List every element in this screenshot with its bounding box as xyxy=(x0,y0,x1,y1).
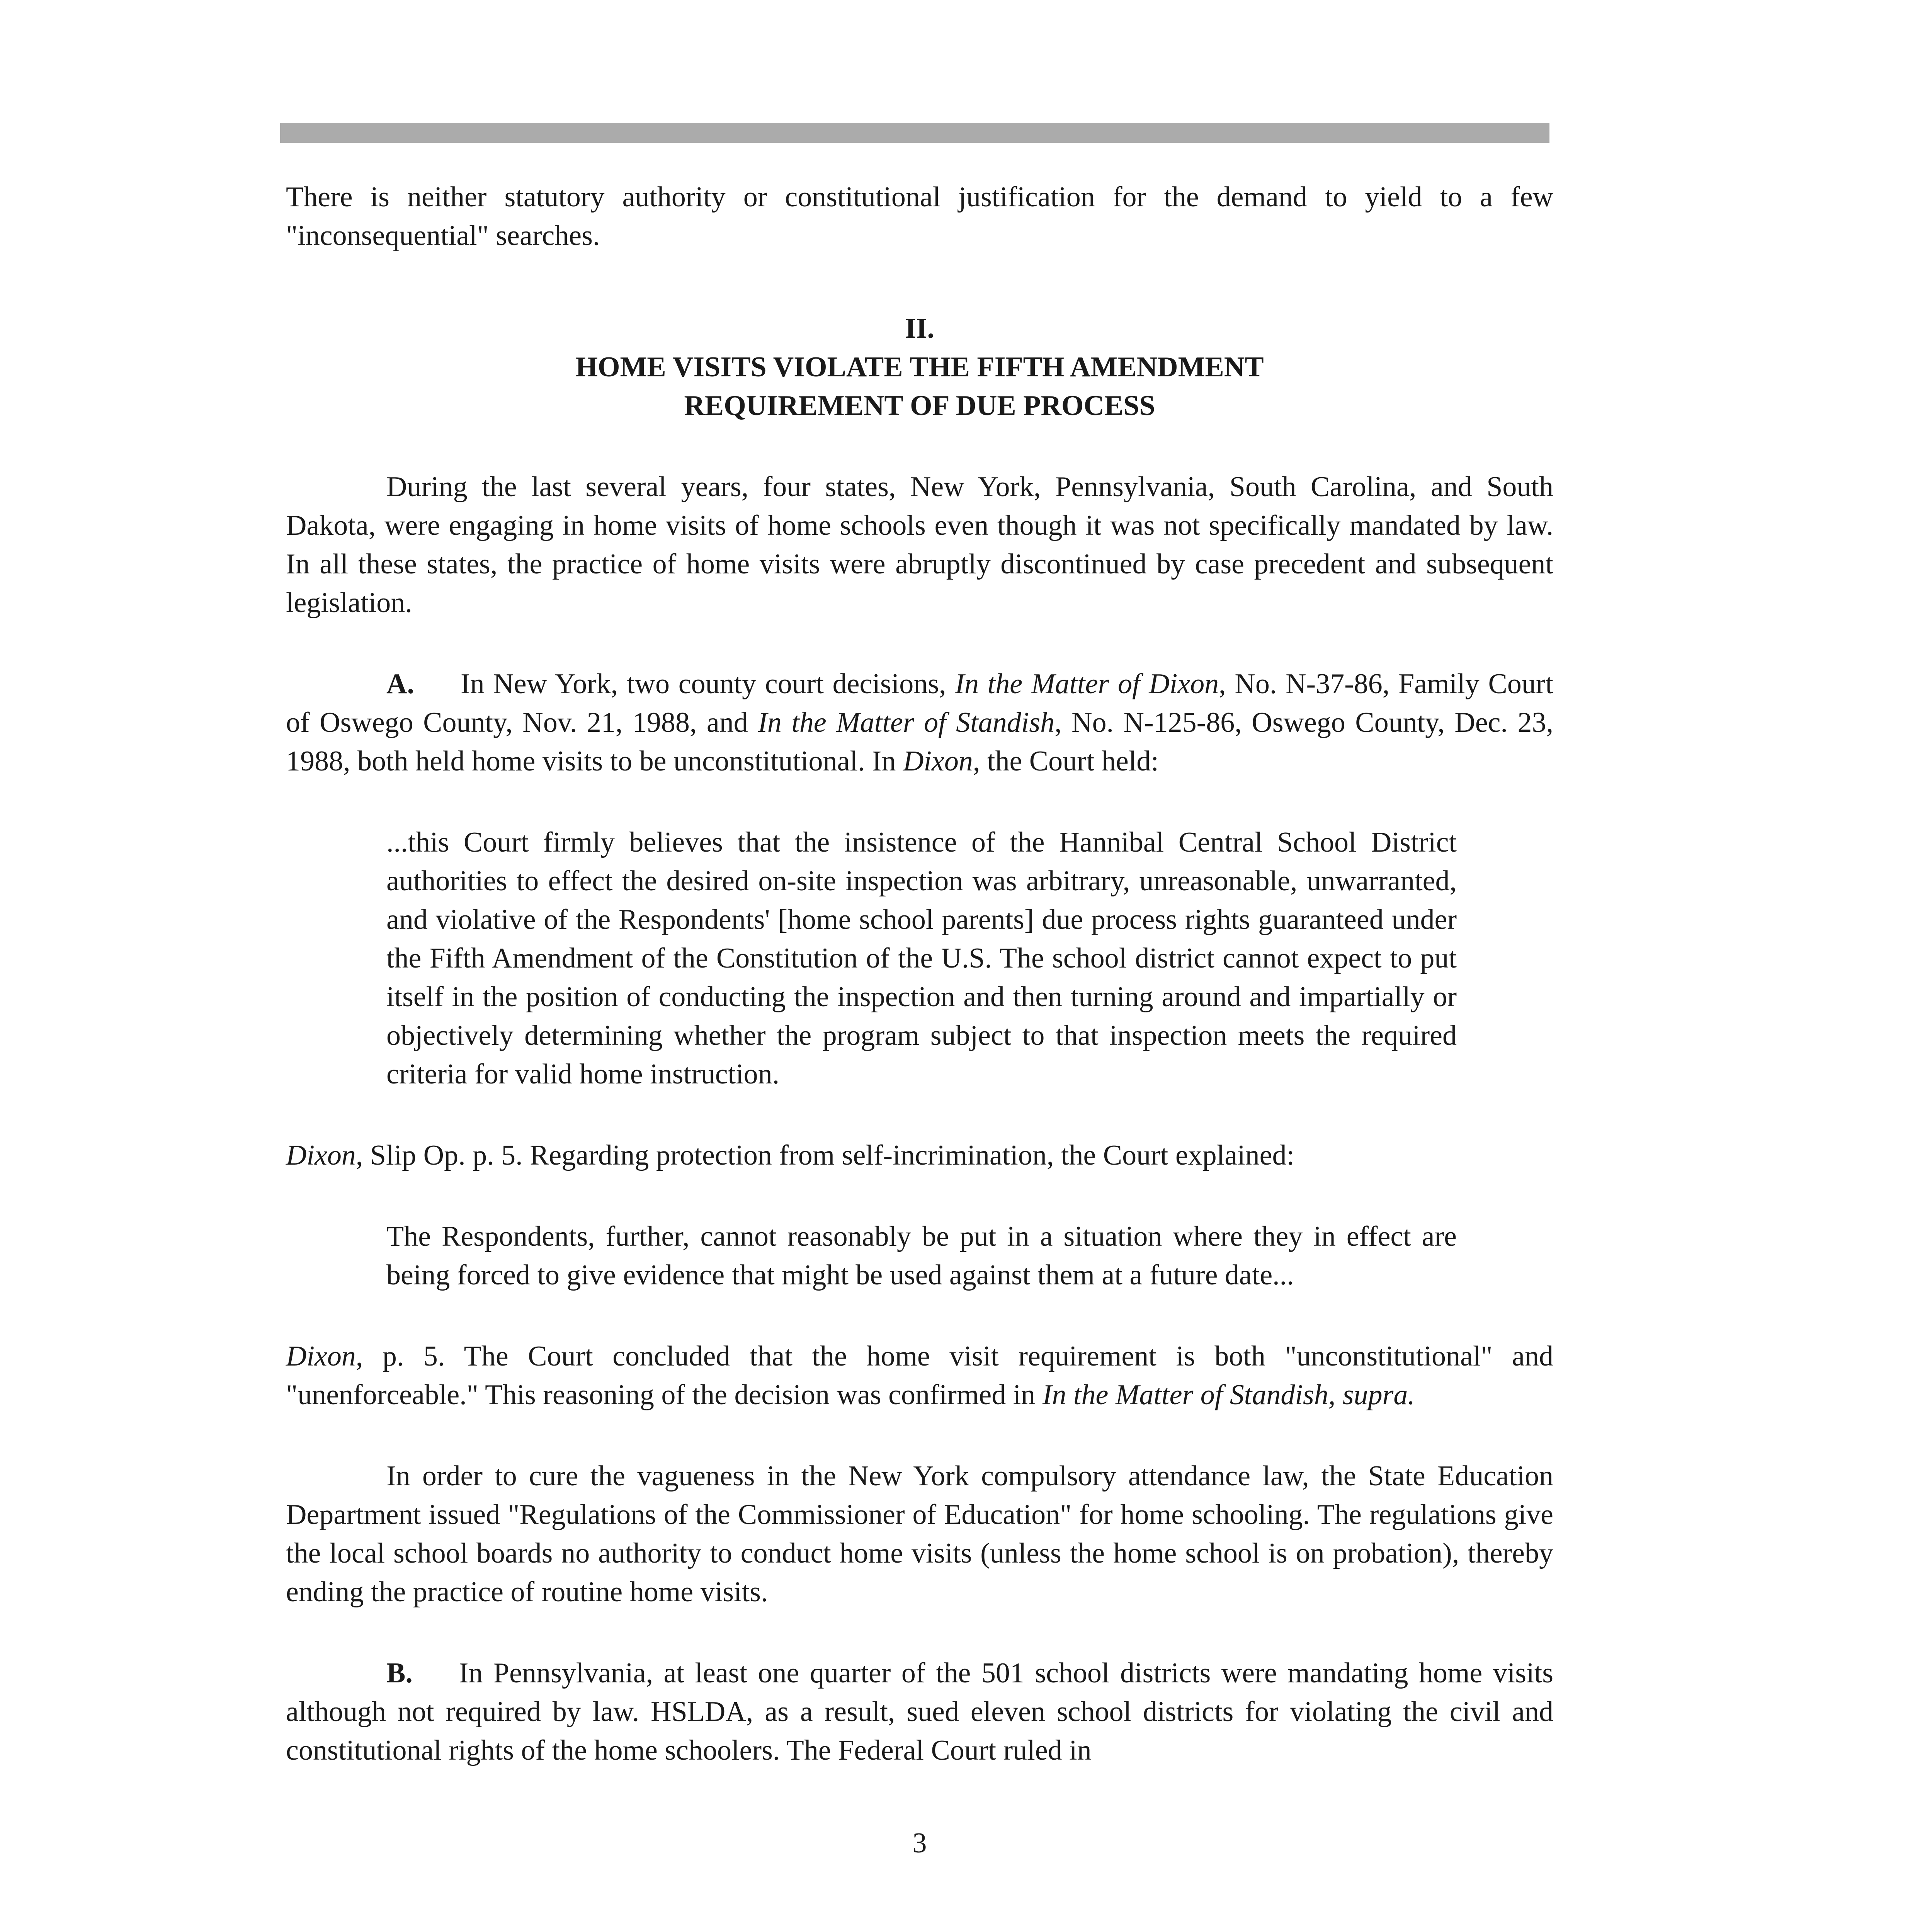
paragraph-b-text: In Pennsylvania, at least one quarter of the 501 school districts were mandating home visits although not required by law. HSLDA, as a result, sued eleven school districts for violating the civil and constitutional rights of the home schoolers. The Federal Court ruled in xyxy=(286,1657,1553,1766)
block-quote-2: The Respondents, further, cannot reasonably be put in a situation where they in effect are being forced to give evidence that might be used against them at a future date... xyxy=(386,1221,1457,1291)
page-number: 3 xyxy=(912,1827,927,1859)
section-title-line-2: REQUIREMENT OF DUE PROCESS xyxy=(684,390,1155,422)
citation-1-case: Dixon xyxy=(286,1139,356,1171)
citation-2-case-standish: In the Matter of Standish, supra. xyxy=(1042,1379,1415,1411)
paragraph-a-text-2: , No. N-37-86, Family Court of Oswego County, Nov. 21, 1988, and xyxy=(286,668,1554,738)
paragraph-states: During the last several years, four states, New York, Pennsylvania, South Carolina, and South Dakota, were engaging in home visits of home schools even though it was not specifically mandated by law. In all these states, the practice of home visits were abruptly discontinued by case precedent and subsequent legislation. xyxy=(286,471,1553,619)
paragraph-a-text-3: , No. N-125-86, Oswego County, Dec. 23, 1988, both held home visits to be unconstitutional. In xyxy=(286,707,1553,777)
paragraph-b-label: B. xyxy=(386,1657,413,1689)
case-name-standish: In the Matter of Standish xyxy=(758,707,1055,738)
paragraph-b xyxy=(286,1654,1553,1770)
section-heading xyxy=(286,309,1553,425)
citation-1 xyxy=(286,1136,1553,1175)
citation-1-text: , Slip Op. p. 5. Regarding protection from self-incrimination, the Court explained: xyxy=(355,1139,1295,1171)
section-number: II. xyxy=(905,313,935,344)
paragraph-a xyxy=(286,665,1553,781)
document-body xyxy=(286,178,1553,1862)
citation-2 xyxy=(286,1337,1553,1414)
paragraph-regulations: In order to cure the vagueness in the New York compulsory attendance law, the State Education Department issued "Regulations of the Commissioner of Education" for home schooling. The regulations give the local school boards no authority to conduct home visits (unless the home school is on probation), thereby ending the practice of routine home visits. xyxy=(286,1460,1553,1608)
case-name-dixon-short: Dixon xyxy=(903,745,973,777)
top-gray-bar xyxy=(280,123,1549,143)
paragraph-a-label: A. xyxy=(386,668,414,700)
paragraph-a-text-4: , the Court held: xyxy=(973,745,1159,777)
intro-paragraph: There is neither statutory authority or constitutional justification for the demand to yield to a few "inconsequential" searches. xyxy=(286,181,1553,252)
block-quote-1: ...this Court firmly believes that the insistence of the Hannibal Central School District authorities to effect the desired on-site inspection was arbitrary, unreasonable, unwarranted, and violative of the Respondents' [home school parents] due process rights guaranteed under the Fifth Amendment of the Constitution of the U.S. The school district cannot expect to put itself in the position of conducting the inspection and then turning around and impartially or objectively determining whether the program subject to that inspection meets the required criteria for valid home instruction. xyxy=(386,827,1457,1090)
citation-2-case: Dixon xyxy=(286,1340,356,1372)
case-name-dixon: In the Matter of Dixon xyxy=(955,668,1219,700)
paragraph-a-text-1: In New York, two county court decisions, xyxy=(460,668,955,700)
citation-2-text: , p. 5. The Court concluded that the home visit requirement is both "unconstitutional" and "unenforceable." This reasoning of the decision was confirmed in xyxy=(286,1340,1553,1411)
section-title-line-1: HOME VISITS VIOLATE THE FIFTH AMENDMENT xyxy=(575,351,1264,383)
